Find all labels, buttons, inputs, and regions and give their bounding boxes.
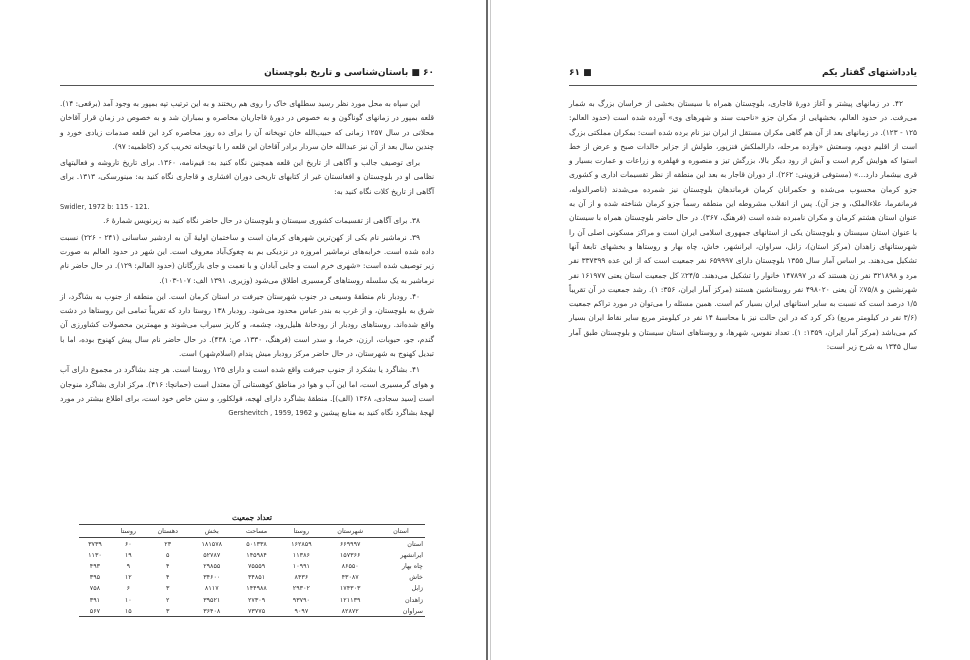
table-cell: ۳۷۳۹ [88, 539, 102, 548]
left-title-text: باستان‌شناسی و تاریخ بلوچستان [264, 68, 409, 78]
table-cell: ۲۳ [164, 539, 172, 548]
table-cell: ۱۷۴۳۰۳ [339, 584, 361, 593]
table-cell: ۳۴۶۰۰ [203, 573, 221, 582]
table-cell: ۱۶۲۸۵۹ [291, 539, 312, 548]
left-page-header [60, 64, 434, 86]
table-cell: سراوان [377, 605, 425, 617]
right-page-body [569, 97, 917, 356]
table-cell: ۵۰۱۳۳۸ [246, 539, 267, 548]
table-cell: ۱۵ [111, 605, 146, 617]
table-cell: ۱۲۱۱۳۹ [339, 595, 361, 604]
table-cell: ۷۵۵۵۹ [247, 561, 266, 570]
left-paragraph: ۳۸. برای آگاهی از تقسیمات کشوری سیستان و بلوچستان در حال حاضر نگاه کنید به زیرنویس شمارهٔ ۶. [103, 216, 420, 226]
table-cell: ۲۷۳۰۹ [247, 595, 266, 604]
table-header-cell: روستا [279, 525, 323, 538]
table-cell: ۱۵۷۳۶۶ [339, 550, 361, 559]
table-cell: ۸۶۵۵۰ [341, 561, 359, 570]
left-paragraph [60, 363, 434, 420]
table-cell: ۲۹۳۰۲ [292, 584, 310, 593]
left-header-rule [60, 85, 434, 86]
table-cell: ۴ [165, 561, 170, 570]
table-row [79, 594, 425, 605]
table-cell: ۳۴۸۵۱ [247, 573, 266, 582]
table-cell: ۹ [126, 561, 131, 570]
right-page-header [569, 64, 917, 86]
table-cell: ۳۹۵۲۱ [203, 595, 221, 604]
table-cell: زاهدان [404, 595, 423, 604]
table-row [79, 572, 425, 583]
left-paragraph: این سپاه به محل مورد نظر رسید سطلهای خاک را روی هم ریختند و به این ترتیب تپه بمپور به وجود آمد (برقعی: ۱۴). قلعه بمپور در زمانهای گوناگون و به خصوص در دورهٔ قاجاریان محاصره و بمباران شد و به خصوص در زمان قرار آقاخان محلاتی در سال ۱۲۵۷ زمانی که حبیب‌الله خان تویخانه آن را برای ده روز محاصره کرد این قلعه صدمات زیادی خورد و چندین سال بعد از آن نیز عبدالله خان سردار برادر آقاخان این قلعه را با تویخانه تخریب کرد (کاظمیه: ۹۷). [60, 99, 434, 151]
table-cell: زابل [411, 584, 423, 593]
table-cell: ۲ [165, 595, 170, 604]
left-paragraph: ۴۰. رودبار نام منطقهٔ وسیعی در جنوب شهرستان جیرفت در استان کرمان است. این منطقه از جنوب به بشاگرد، از شرق به بلوچستان، و از غرب به بندر عباس محدود می‌شود. رودبار ۱۳۸ روستا دارد که تقریباً تمامی این روستاها در دشت واقع شده‌اند. روستاهای رودبار از رودخانهٔ هلیل‌رود، چشمه، و کاریز سیراب می‌شوند و مهمترین محصولات کشاورزی آن گندم، جو، حبوبات، ارزن، خرما، و سدر است (فرهنگ، ۱۳۳۰، ص: ۴۳۸). در حال حاضر نام سال پیش کهنوج بوده، اما با تبدیل کهنوج به شهرستان، در حال حاضر مرکز رودبار میش پندام (اسلام‌شهر) است. [60, 291, 434, 359]
table-cell: ۱۰۹۹۱ [292, 561, 310, 570]
left-page-body [60, 97, 434, 423]
table-cell: ۷۳۷۷۵ [234, 605, 279, 617]
table-cell: ۶۶۹۹۹۷ [339, 539, 361, 548]
left-paragraph: ۳۹. نرماشیر نام یکی از کهن‌ترین شهرهای کرمان است و ساختمان اولیهٔ آن به اردشیر ساسانی (۲۴۱ - ۲۲۶) نسبت داده شده است. خرابه‌های نرماشیر امروزه در نزدیکی بم به چغوک‌آباد معروف است. این شهر در حدود العالم به صورت زیر توصیف شده است: «شهری خرم است و جایی آبادان و با نعمت و جای بازرگانان (حدود العالم: ۱۲۹). در حال حاضر نام نرماشیر به یک سلسله روستاهای گرمسیری اطلاق می‌شود (وزیری، ۱۳۹۱ الف: ۱۰۷-۱۰۳). [60, 232, 434, 285]
population-table-title: تعداد جمعیت [232, 513, 272, 522]
citation-bashagard: Gershevitch , 1959, 1962 [228, 409, 313, 418]
table-header-cell: دهستان [146, 525, 190, 538]
left-page-number: ۶۰ [423, 68, 434, 78]
right-header-rule [569, 85, 917, 86]
population-table [79, 524, 425, 617]
table-row [79, 560, 425, 571]
right-page [491, 0, 970, 660]
table-header-cell: بخش [190, 525, 234, 538]
table-cell: ایرانشهر [400, 550, 423, 559]
table-cell: ۸۲۸۷۲ [323, 605, 376, 617]
table-cell: ۱۰ [124, 595, 132, 604]
table-cell: استان [407, 539, 423, 548]
table-cell: ۳۶۴۰۸ [190, 605, 234, 617]
table-header-cell [79, 525, 111, 538]
right-page-number-wrap: ■ ۶۱ [569, 68, 592, 78]
table-cell: چاه بهار [401, 561, 423, 570]
table-row [79, 538, 425, 550]
table-cell: ۸۴۳۶ [294, 573, 309, 582]
table-cell: ۹۳۷۹۰ [292, 595, 310, 604]
table-cell: ۳ [165, 584, 170, 593]
table-cell: ۱۸۱۵۷۸ [201, 539, 223, 548]
left-paragraph-text: ۴۱. بشاگرد یا بشکرد از جنوب جیرفت واقع شده است و دارای ۱۲۵ روستا است. هر چند بشاگرد در مجموع دارای آب و هوای گرمسیری است، اما این آب و هوا در مناطق کوهستانی آن معتدل است (حمانچا: ۴۱۶). مرکز اداری بشاگرد منوجان است [سید سجادی، ۱۳۶۸ (الف)]. منطقهٔ بشاگرد دارای لهجه، فولکلور، و سنن خاص خود است، برای اطلاع بیشتر در مورد لهجهٔ بشاگرد نگاه کنید به منابع پیشین و [60, 365, 434, 418]
table-cell: ۱۱۳۸۶ [292, 550, 310, 559]
table-cell: ۸۱۱۷ [204, 584, 219, 593]
table-header-cell: روستا [111, 525, 146, 538]
table-cell: ۶۰ [124, 539, 132, 548]
table-cell: ۱۴۵۹۸۴ [246, 550, 267, 559]
table-cell: ۹۰۹۷ [279, 605, 323, 617]
table-cell: ۵۶۷ [79, 605, 111, 617]
table-cell: ۴۹۳ [89, 561, 101, 570]
table-row [79, 605, 425, 617]
table-cell: ۱۹ [124, 550, 132, 559]
table-cell: ۵ [165, 550, 170, 559]
book-gutter [486, 0, 488, 660]
table-header-cell: مساحت [234, 525, 279, 538]
table-cell: ۱۴۴۹۸۸ [246, 584, 267, 593]
table-cell: ۳ [146, 605, 190, 617]
table-header-cell: شهرستان [323, 525, 376, 538]
table-header-cell: استان [377, 525, 425, 538]
right-title-text: یادداشتهای گفتار یکم [821, 68, 917, 78]
table-cell: ۷۵۸ [89, 584, 101, 593]
table-header-row [79, 525, 425, 538]
table-cell: ۳۹۵ [89, 573, 101, 582]
table-cell: ۱۲ [124, 573, 132, 582]
table-cell: ۶ [126, 584, 131, 593]
table-cell: ۳۹۱ [89, 595, 101, 604]
table-cell: ۲۹۸۵۵ [203, 561, 221, 570]
table-cell: ۴ [165, 573, 170, 582]
table-cell: ۴۳۰۸۷ [341, 573, 359, 582]
right-page-number: ۶۱ [569, 68, 580, 78]
right-paragraph: ۴۲. در زمانهای پیشتر و آغاز دورهٔ قاجاری، بلوچستان همراه با سیستان بخشی از خراسان بزرگ به شمار می‌رفت. در حدود العالم، بخشهایی از مکران جزو «ناحیت سند و شهرهای وی» آورده شده است (حدود العالم: ۱۲۵ - ۱۲۳). در زمانهای بعد از آن هم گاهی مکران مستقل از ایران نیز نام برده شده است: بمکران مملکتی بزرگ است از اقلیم دویم، وسعتش «وازده مرحله، دارالملکش فنزپور، طولش از جزایر خالدات صبح و عرض از خط استوا که هوایش گرم است و آبش از رود دیگر بالا، بزرگش تیز و منصوره و فهلفره و زراعات و عمارت بسیار و قری بیشمار دارد...» (مستوفی قزوینی: ۲۶۲). از دوران قاجار به بعد این منطقه از نظر تقسیمات اداری و کشوری جزو کرمان محسوب می‌شده و حکمرانان کرمان فرماندهان بلوچستان نیز شمرده می‌شدند (ناصرالدوله، فرمانفرما، علاءالملک، و جز آن). پس از انقلاب مشروطه این منطقه رسماً جزو کرمان شناخته شده و از آن به عنوان استان هشتم کرمان و مکران نامبرده شده است (فرهنگ، ۳۶۷). در حال حاضر بلوچستان همراه با سیستان با عنوان استان سیستان و بلوچستان یکی از استانهای جمهوری اسلامی ایران است و مراکز مسکونی اصلی آن را شهرستانهای زاهدان (مرکز استان)، زابل، سراوان، ایرانشهر، خاش، چاه بهار و روستاها و بخشهای تابعهٔ آنها تشکیل می‌دهند. بر اساس آمار سال ۱۳۵۵ بلوچستان دارای ۶۵۹۹۹۷ نفر جمعیت است که از این عده ۳۳۷۳۹۹ نفر مرد و ۳۲۱۸۹۸ نفر زن هستند که در ۱۴۷۸۹۷ خانوار را تشکیل می‌دهند. ۲۴/۵٪ کل جمعیت استان یعنی ۱۶۱۹۷۷ نفر شهرنشین و ۷۵/۸٪ آن یعنی ۴۹۸۰۲۰ نفر روستانشین هستند (مرکز آمار ایران، ۳۵۶: ۱). رشد جمعیت در آن تقریباً ۱/۵ درصد است که نسبت به سایر استانهای ایران بسیار کم است. همین مسئله را می‌توان در مورد تراکم جمعیت (۳/۶ نفر در کیلومتر مربع) ذکر کرد که در این حالت نیز با محاسبهٔ ۱۴ نفر در کیلومتر مربع سایر نقاط ایران بسیار کم می‌باشد (مرکز آمار ایران، ۱۳۵۹: ۱). تعداد نفوس، شهرها، و روستاهای استان سیستان و بلوچستان طبق آمار سال ۱۳۴۵ به شرح زیر است: [569, 99, 918, 352]
table-row [79, 549, 425, 560]
citation-kalat: Swidler, 1972 b: 115 - 121. [60, 203, 150, 212]
left-running-title: ۶۰ ■ باستان‌شناسی و تاریخ بلوچستان [264, 68, 434, 78]
left-paragraph: برای توصیف جالب و آگاهی از تاریخ این قلعه همچنین نگاه کنید به: قیم‌نامه، ۱۳۶۰. برای تاریخ تاروشه و فعالیتهای نظامی او در بلوچستان و افغانستان غیر از کتابهای تاریخی دوران افشاری و قاجاری نگاه کنید به: مینورسکی، ۱۳۱۳. برای آگاهی از تاریخ کلات نگاه کنید به: [60, 158, 434, 196]
table-cell: خاش [409, 573, 423, 582]
table-row [79, 583, 425, 594]
table-cell: ۱۱۳۰ [88, 550, 102, 559]
table-cell: ۵۲۷۸۷ [203, 550, 221, 559]
